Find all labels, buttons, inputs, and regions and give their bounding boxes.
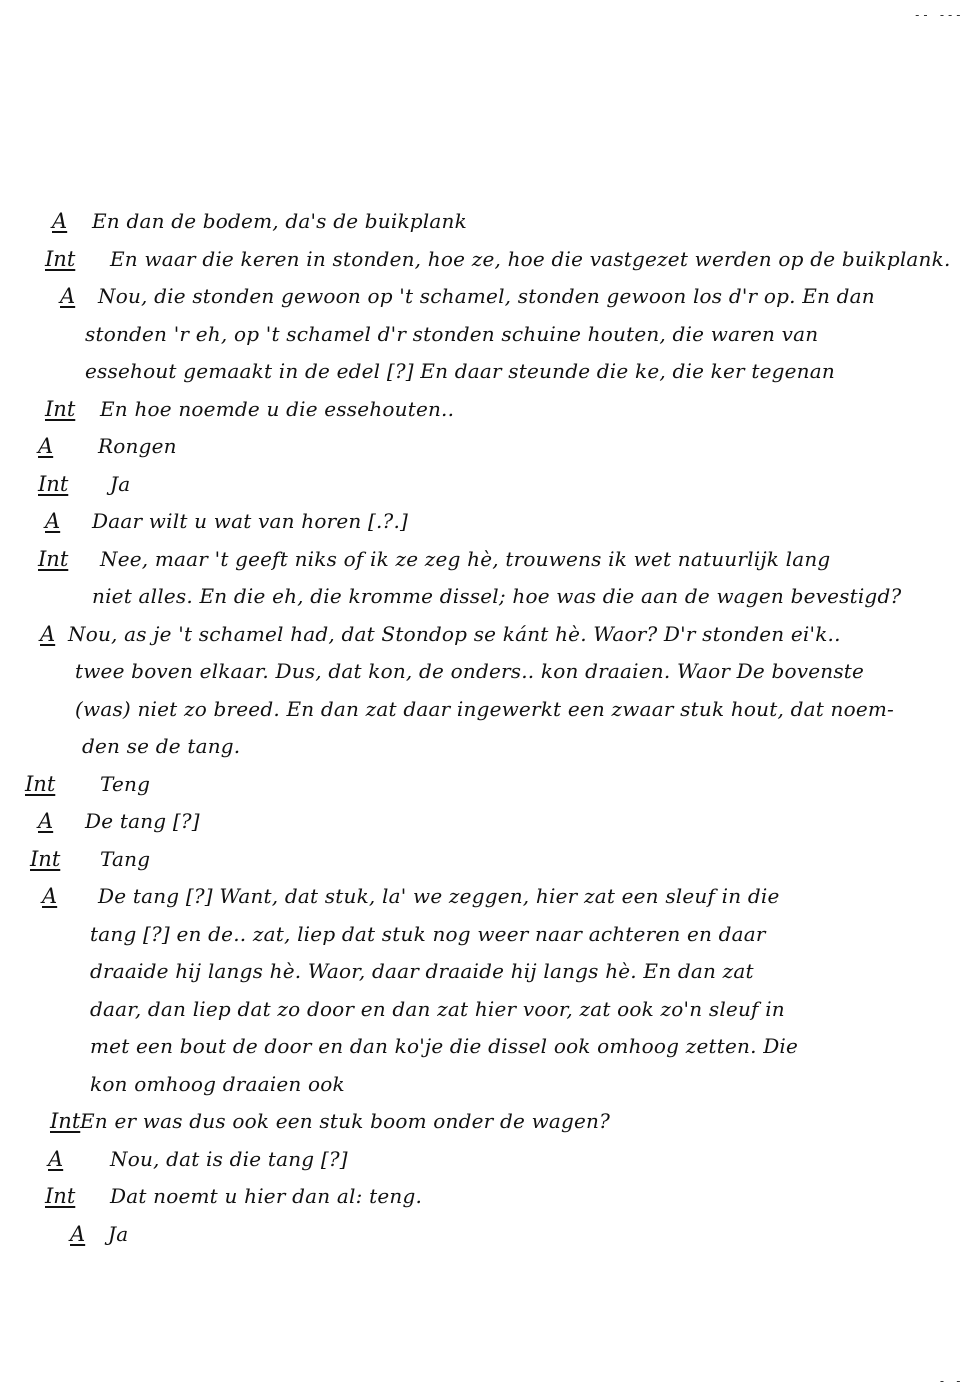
transcript-line <box>0 1218 979 1256</box>
speaker-label: Int <box>50 1109 81 1133</box>
utterance-text: En dan de bodem, da's de buikplank <box>92 209 467 233</box>
utterance-text: Nee, maar 't geeft niks of ik ze zeg hè, trouwens ik wet natuurlijk lang <box>100 546 831 571</box>
speaker-label: A <box>38 434 54 458</box>
utterance-text: stonden 'r eh, op 't schamel d'r stonden schuine houten, die waren van <box>85 321 819 346</box>
transcript-line <box>0 1180 979 1218</box>
transcript-line <box>0 243 979 281</box>
utterance-text: De tang [?] <box>85 809 200 833</box>
utterance-text: Nou, dat is die tang [?] <box>110 1146 348 1171</box>
transcript-line <box>0 843 979 881</box>
speaker-label: A <box>45 509 61 533</box>
transcript-line <box>0 430 979 468</box>
utterance-text: niet alles. En die eh, die kromme dissel; hoe was die aan de wagen bevestigd? <box>92 584 902 608</box>
speaker-label: A <box>60 284 76 308</box>
transcript-body <box>0 205 979 1255</box>
transcript-line <box>0 618 979 656</box>
utterance-text: draaide hij langs hè. Waor, daar draaide hij langs hè. En dan zat <box>90 959 754 983</box>
utterance-text: Ja <box>108 1221 129 1246</box>
transcript-line <box>0 955 979 993</box>
speaker-label: A <box>48 1146 64 1171</box>
corner-mark-bottom: - - <box>938 1374 963 1388</box>
utterance-text: (was) niet zo breed. En dan zat daar ingewerkt een zwaar stuk hout, dat noem- <box>75 696 894 721</box>
utterance-text: Teng <box>100 771 151 796</box>
speaker-label: Int <box>45 396 76 421</box>
utterance-text: den se de tang. <box>82 734 241 758</box>
utterance-text: Dat noemt u hier dan al: teng. <box>110 1184 423 1208</box>
transcript-line <box>0 280 979 318</box>
speaker-label: Int <box>38 546 69 571</box>
utterance-text: Nou, die stonden gewoon op 't schamel, stonden gewoon los d'r op. En dan <box>98 284 875 308</box>
utterance-text: Nou, as je 't schamel had, dat Stondop se kánt hè. Waor? D'r stonden ei'k.. <box>68 621 841 646</box>
transcript-line <box>0 580 979 618</box>
speaker-label: Int <box>30 846 61 871</box>
utterance-text: twee boven elkaar. Dus, dat kon, de onders.. kon draaien. Waor De bovenste <box>75 659 865 683</box>
transcript-line <box>0 1068 979 1106</box>
speaker-label: Int <box>45 246 76 271</box>
speaker-label: A <box>38 809 54 833</box>
utterance-text: En waar die keren in stonden, hoe ze, hoe die vastgezet werden op de buikplank. <box>110 246 951 271</box>
transcript-line <box>0 393 979 431</box>
transcript-line <box>0 468 979 506</box>
transcript-line <box>0 768 979 806</box>
utterance-text: tang [?] en de.. zat, liep dat stuk nog weer naar achteren en daar <box>90 921 766 946</box>
speaker-label: Int <box>38 471 69 496</box>
utterance-text: Rongen <box>98 434 177 458</box>
utterance-text: Ja <box>110 471 131 496</box>
speaker-label: A <box>42 884 58 908</box>
transcript-line <box>0 318 979 356</box>
transcript-line <box>0 205 979 243</box>
transcript-line <box>0 1105 979 1143</box>
utterance-text: essehout gemaakt in de edel [?] En daar steunde die ke, die ker tegenan <box>85 359 835 383</box>
transcript-line <box>0 730 979 768</box>
corner-mark-top: -- --- <box>913 8 963 22</box>
transcript-line <box>0 505 979 543</box>
utterance-text: daar, dan liep dat zo door en dan zat hier voor, zat ook zo'n sleuf in <box>90 996 785 1021</box>
speaker-label: Int <box>45 1184 76 1208</box>
speaker-label: Int <box>25 771 56 796</box>
transcript-line <box>0 543 979 581</box>
utterance-text: kon omhoog draaien ook <box>90 1071 345 1096</box>
utterance-text: met een bout de door en dan ko'je die dissel ook omhoog zetten. Die <box>90 1034 799 1058</box>
speaker-label: A <box>70 1221 86 1246</box>
transcript-line <box>0 1030 979 1068</box>
transcript-line <box>0 918 979 956</box>
utterance-text: Daar wilt u wat van horen [.?.] <box>92 509 409 533</box>
speaker-label: A <box>40 621 56 646</box>
transcript-line <box>0 693 979 731</box>
transcript-line <box>0 1143 979 1181</box>
transcript-line <box>0 993 979 1031</box>
utterance-text: En er was dus ook een stuk boom onder de wagen? <box>80 1109 611 1133</box>
transcript-line <box>0 655 979 693</box>
utterance-text: De tang [?] Want, dat stuk, la' we zeggen, hier zat een sleuf in die <box>98 884 780 908</box>
utterance-text: En hoe noemde u die essehouten.. <box>100 396 455 421</box>
transcript-line <box>0 880 979 918</box>
transcript-line <box>0 805 979 843</box>
transcript-line <box>0 355 979 393</box>
utterance-text: Tang <box>100 846 151 871</box>
speaker-label: A <box>52 209 68 233</box>
